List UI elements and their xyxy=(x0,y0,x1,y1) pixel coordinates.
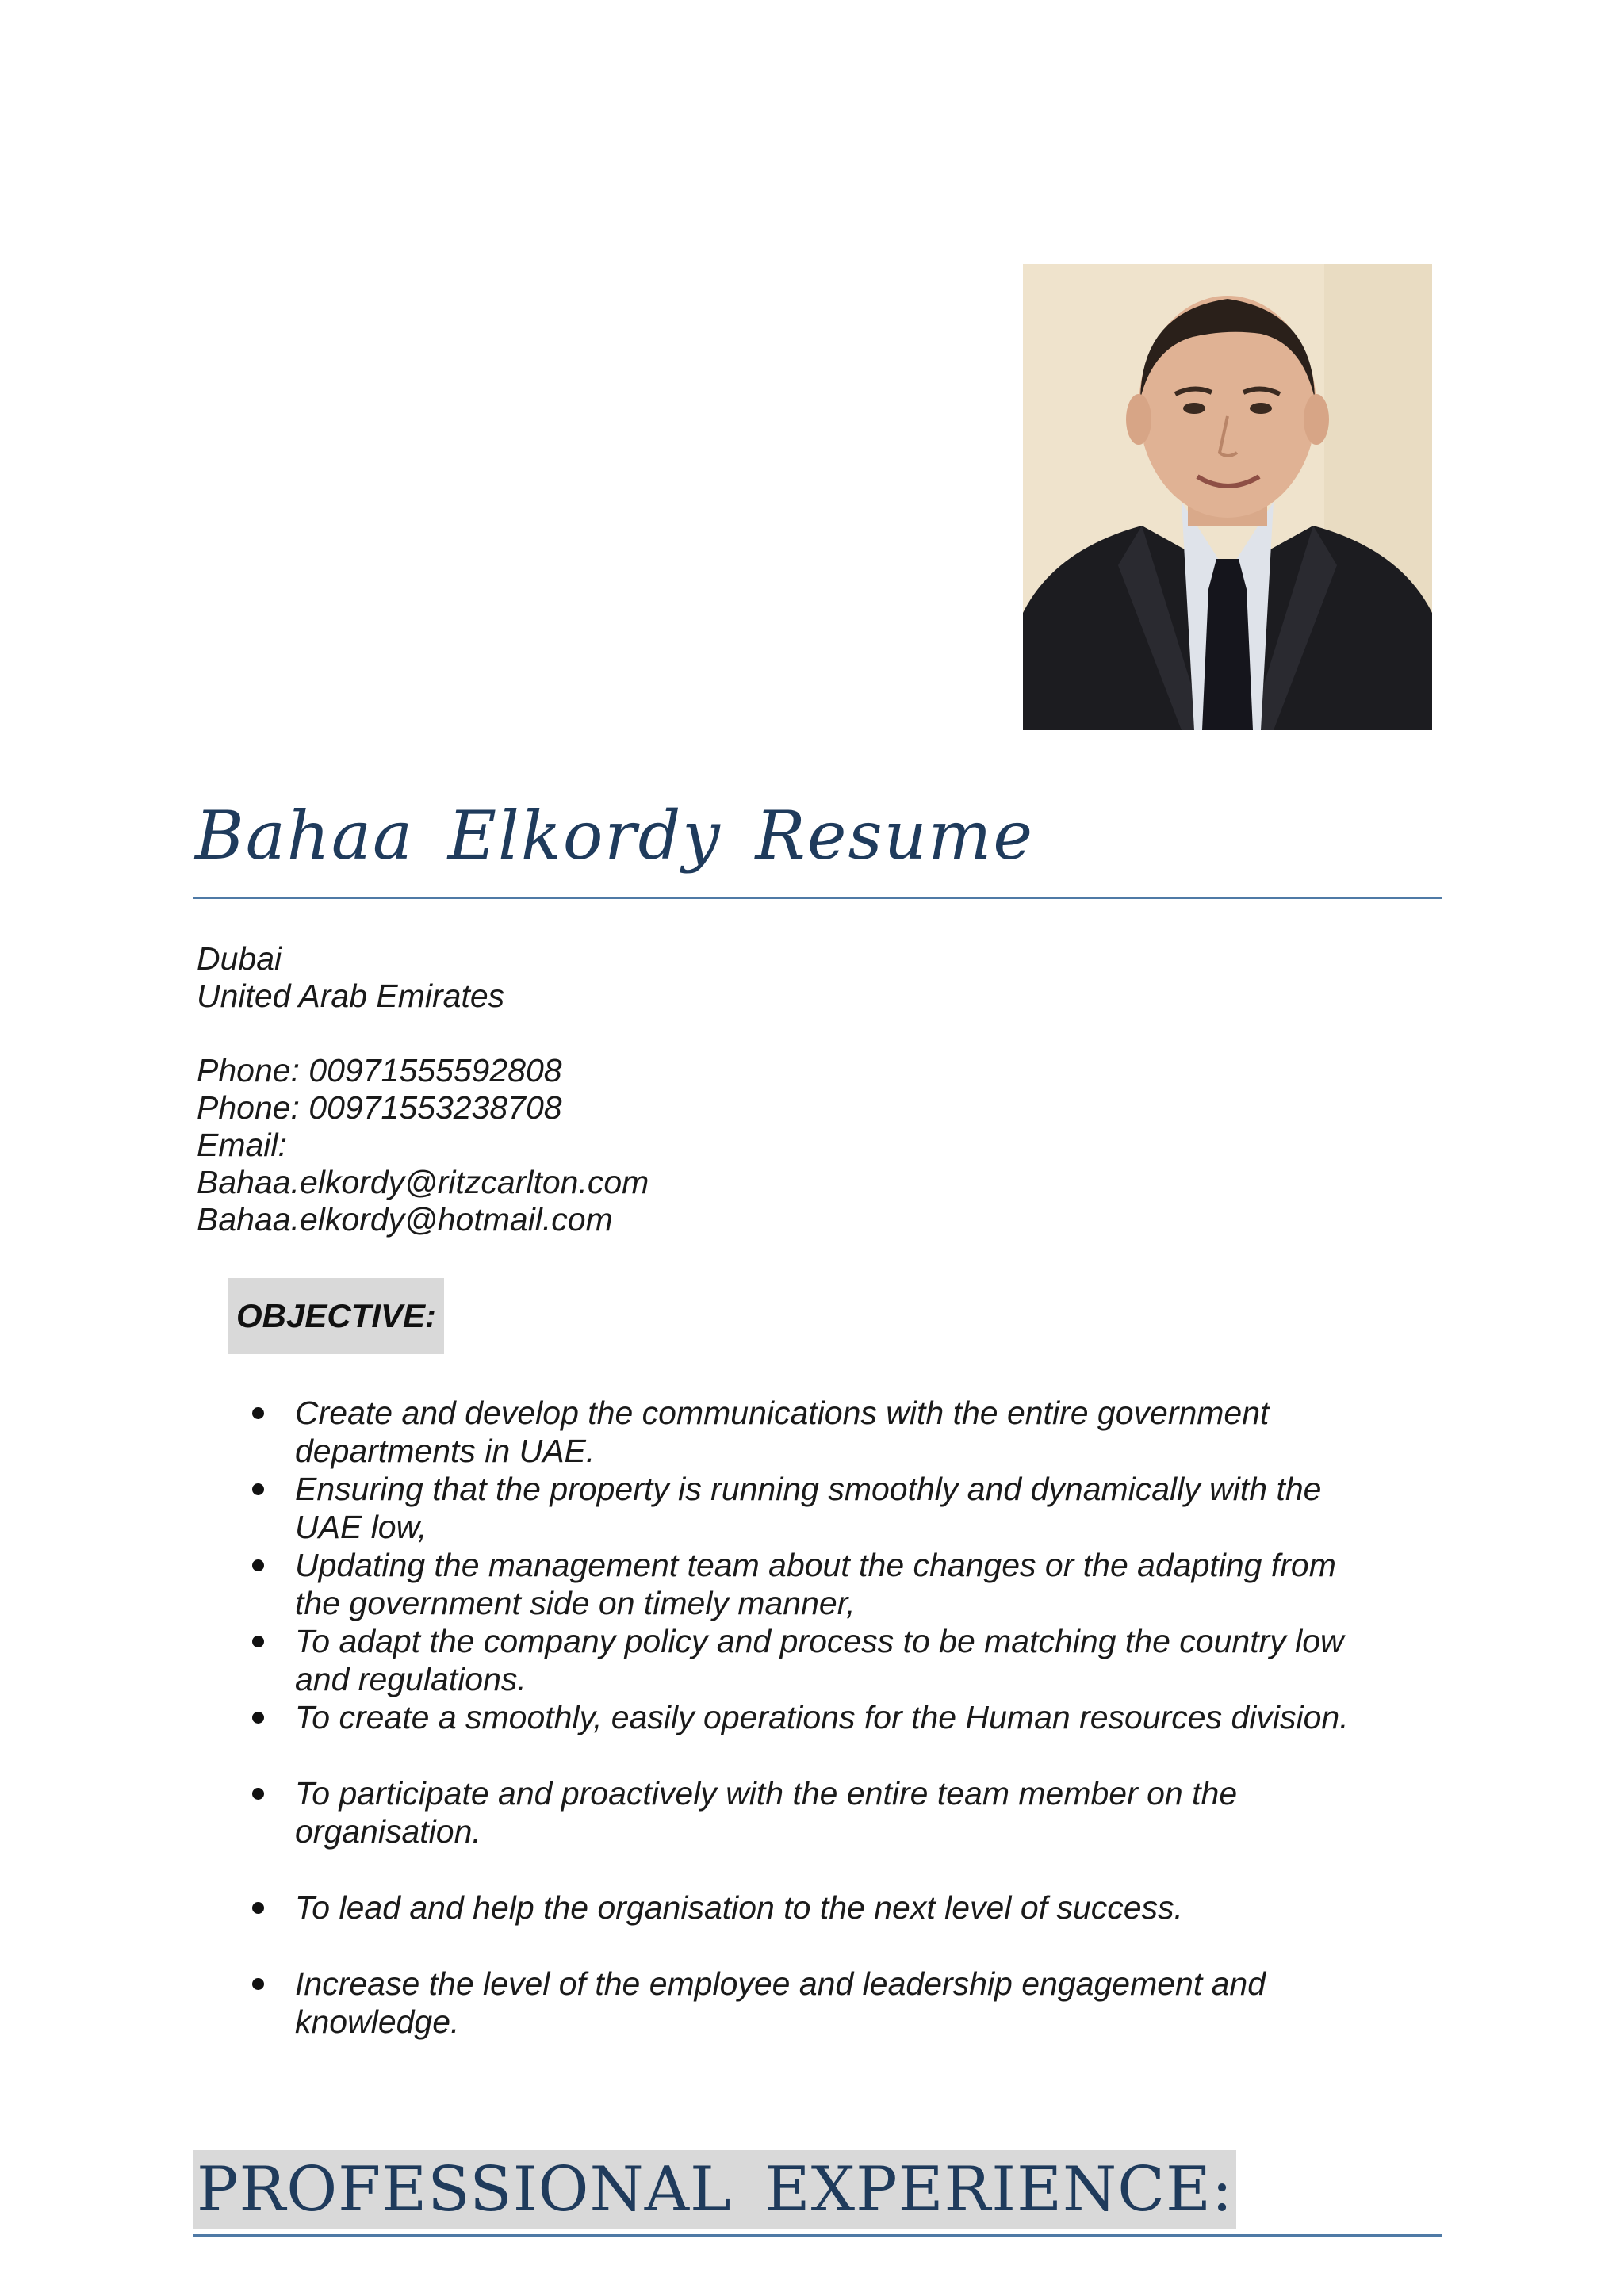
objective-item xyxy=(238,1546,1380,1622)
objective-list xyxy=(238,1394,1380,2041)
experience-heading: PROFESSIONAL EXPERIENCE: xyxy=(193,2150,1236,2229)
bullet-icon xyxy=(252,1559,264,1571)
contact-spacer xyxy=(197,1015,649,1052)
objective-item xyxy=(238,1470,1380,1546)
objective-item xyxy=(238,1774,1380,1850)
contact-phone-2: Phone: 00971553238708 xyxy=(197,1089,562,1126)
objective-item xyxy=(238,1698,1380,1736)
bullet-icon xyxy=(252,1902,264,1914)
bullet-icon xyxy=(252,1636,264,1647)
objective-item xyxy=(238,1394,1380,1470)
bullet-icon xyxy=(252,1712,264,1724)
objective-item-text: To participate and proactively with the entire team member on the organisation. xyxy=(295,1775,1238,1850)
objective-item xyxy=(238,1965,1380,2041)
bullet-icon xyxy=(252,1788,264,1800)
contact-country: United Arab Emirates xyxy=(197,978,505,1014)
bullet-icon xyxy=(252,1407,264,1419)
experience-divider xyxy=(193,2234,1442,2237)
contact-email-label: Email: xyxy=(197,1127,287,1163)
contact-email-1: Bahaa.elkordy@ritzcarlton.com xyxy=(197,1164,649,1200)
objective-heading: OBJECTIVE: xyxy=(228,1278,444,1354)
resume-title: Bahaa Elkordy Resume xyxy=(195,797,1035,874)
title-divider xyxy=(193,897,1442,899)
bullet-icon xyxy=(252,1978,264,1990)
contact-email-2: Bahaa.elkordy@hotmail.com xyxy=(197,1201,613,1238)
contact-city: Dubai xyxy=(197,940,282,977)
objective-item-text: Increase the level of the employee and leadership engagement and knowledge. xyxy=(295,1965,1266,2040)
objective-item xyxy=(238,1622,1380,1698)
profile-photo xyxy=(1023,264,1432,730)
objective-item-text: Ensuring that the property is running smoothly and dynamically with the UAE low, xyxy=(295,1471,1322,1545)
contact-block xyxy=(197,940,649,1238)
objective-item-text: Create and develop the communications with the entire government departments in UAE. xyxy=(295,1395,1270,1469)
objective-item-text: To adapt the company policy and process to be matching the country low and regulations. xyxy=(295,1623,1344,1697)
contact-phone-1: Phone: 00971555592808 xyxy=(197,1052,562,1089)
bullet-icon xyxy=(252,1483,264,1495)
objective-item-text: To create a smoothly, easily operations for the Human resources division. xyxy=(295,1699,1349,1735)
objective-item xyxy=(238,1888,1380,1927)
objective-item-text: To lead and help the organisation to the next level of success. xyxy=(295,1889,1183,1926)
profile-photo-illustration xyxy=(1023,264,1432,730)
objective-item-text: Updating the management team about the changes or the adapting from the government side on timely manner, xyxy=(295,1547,1336,1621)
